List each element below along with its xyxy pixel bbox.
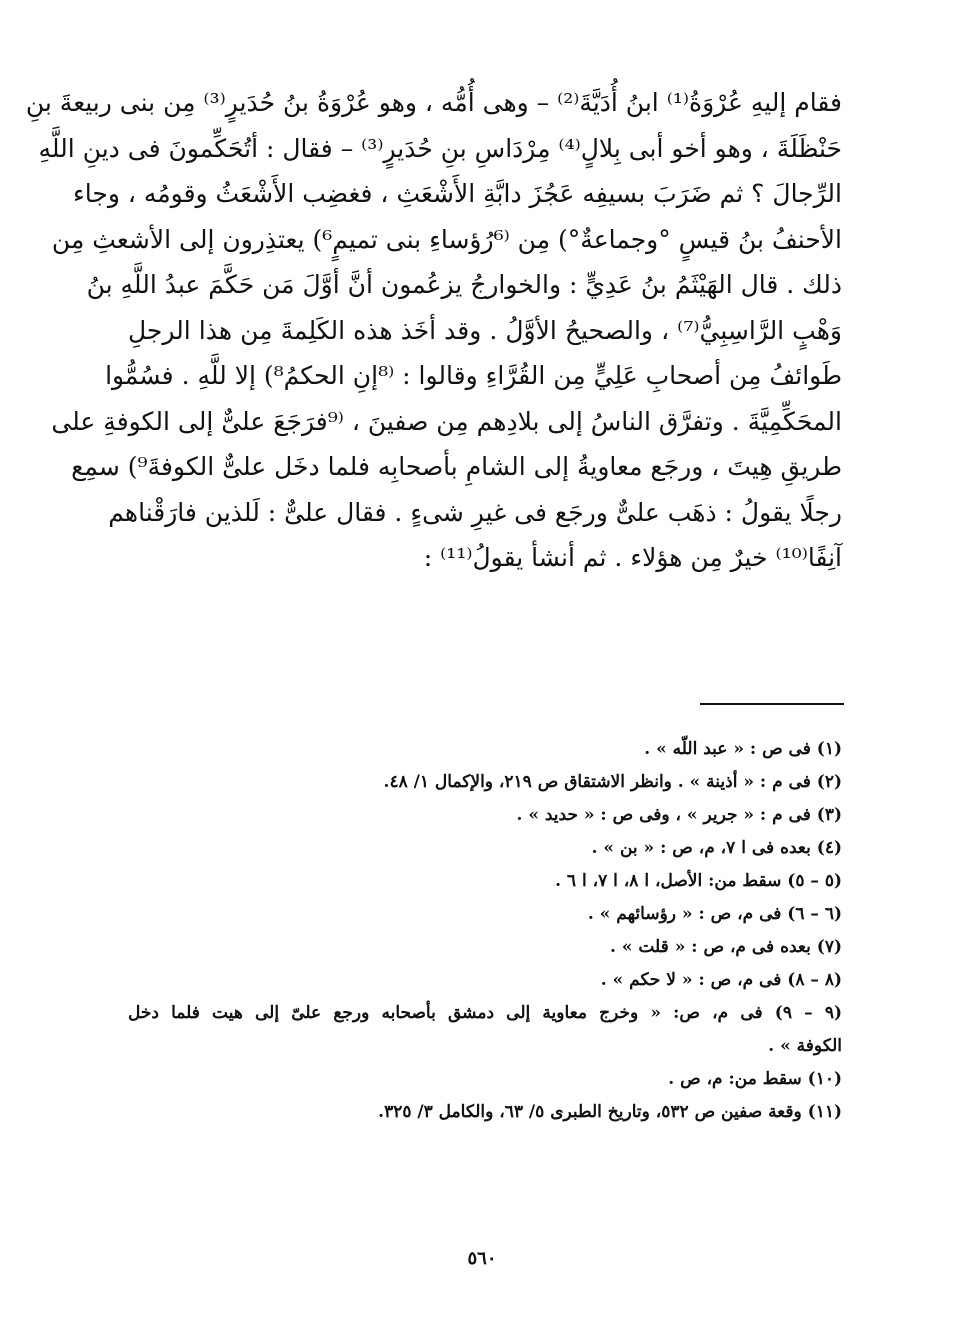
footnote-line: (٧) بعده فى م، ص : « قلت » . <box>609 937 842 957</box>
footnote-line: (٢) فى م : « أذينة » . وانظر الاشتقاق ص ٢١٩، والإكمال ١/ ٤٨. <box>383 772 842 792</box>
footnotes <box>128 733 842 1129</box>
footnote-line: (٨ – ٨) فى م، ص : « لا حكم » . <box>600 970 842 990</box>
footnote-line: (١) فى ص : « عبد اللّه » . <box>644 739 842 759</box>
text-line: طريقِ هِيتَ ، ورجَع معاويةُ إلى الشامِ بأصحابِه فلما دخَل علىٌّ الكوفةَ⁹) سمِع <box>71 452 842 481</box>
page-number: ٥٦٠ <box>467 1248 497 1269</box>
text-line: الأحنفُ بنُ قيسٍ °وجماعةٌ°) مِن ⁽⁶رُؤساءِ بنى تميمٍ⁶) يعتذِرون إلى الأشعثِ مِن <box>51 224 842 254</box>
text-line: حَنْظَلَةَ ، وهو أخو أبى بِلالٍ⁽⁴⁾ مِرْدَاسِ بنِ حُدَيرٍ⁽³⁾ – فقال : أتُحَكِّمونَ فى دينِ اللَّهِ <box>38 133 842 163</box>
text-line: رجلًا يقولُ : ذهَب علىٌّ ورجَع فى غيرِ شىءٍ . فقال علىٌّ : لَلذين فارَقْناهم <box>108 497 842 527</box>
text-line: فقام إليهِ عُرْوَةُ⁽¹⁾ ابنُ أُدَيَّةَ⁽²⁾ – وهى أُمُّه ، وهو عُرْوَةُ بنُ حُدَيرٍ⁽³⁾ مِن بنى ربيعةَ بنِ <box>25 88 842 117</box>
text-line: وَهْبٍ الرَّاسِبِيُّ⁽⁷⁾ ، والصحيحُ الأوَّلُ . وقد أخَذ هذه الكَلِمةَ مِن هذا الرجلِ <box>128 315 842 345</box>
text-line: آنِفًا⁽¹⁰⁾ خيرٌ مِن هؤلاء . ثم أنشأ يقولُ⁽¹¹⁾ : <box>423 543 842 572</box>
footnote-line: (٥ – ٥) سقط من: الأصل، ا ٨، ا ٧، ا ٦ . <box>555 871 842 891</box>
footnote-separator <box>700 703 844 705</box>
text-line: الرِّجالَ ؟ ثم ضَرَبَ بسيفِه عَجُزَ دابَّةِ الأَشْعَثِ ، فغضِب الأَشْعَثُ وقومُه ، وجاء <box>73 179 842 208</box>
text-line: المحَكِّمِيَّةَ . وتفرَّق الناسُ إلى بلادِهم مِن صفينَ ، ⁽⁹فرَجَعَ علىٌّ إلى الكوفةِ على <box>51 406 842 436</box>
text-line: ذلك . قال الهَيْثَمُ بنُ عَدِيٍّ : والخوارجُ يزعُمون أنَّ أوَّلَ مَن حَكَّمَ عبدُ اللَّهِ بنُ <box>86 270 842 299</box>
footnote-line: الكوفة » . <box>768 1036 842 1056</box>
footnote-line: (٦ – ٦) فى م، ص : « رؤسائهم » . <box>587 904 842 924</box>
footnote-line: (٤) بعده فى ا ٧، م، ص : « بن » . <box>591 838 842 858</box>
main-text <box>25 80 842 581</box>
footnote-line: (١٠) سقط من: م، ص . <box>668 1069 842 1089</box>
footnote-line: (٩ – ٩) فى م، ص: « وخرج معاوية إلى دمشق بأصحابه ورجع علىّ إلى هيت فلما دخل <box>128 1003 843 1023</box>
footnote-line: (٣) فى م : « جرير » ، وفى ص : « حديد » . <box>516 805 842 825</box>
text-line: طَوائفُ مِن أصحابِ عَلِيٍّ مِن القُرَّاءِ وقالوا : ⁽⁸إنِ الحكمُ⁸) إلا للَّهِ . فسُمُّوا <box>105 361 842 390</box>
footnote-line: (١١) وقعة صفين ص ٥٣٢، وتاريخ الطبرى ٥/ ٦٣، والكامل ٣/ ٣٢٥. <box>378 1102 842 1122</box>
